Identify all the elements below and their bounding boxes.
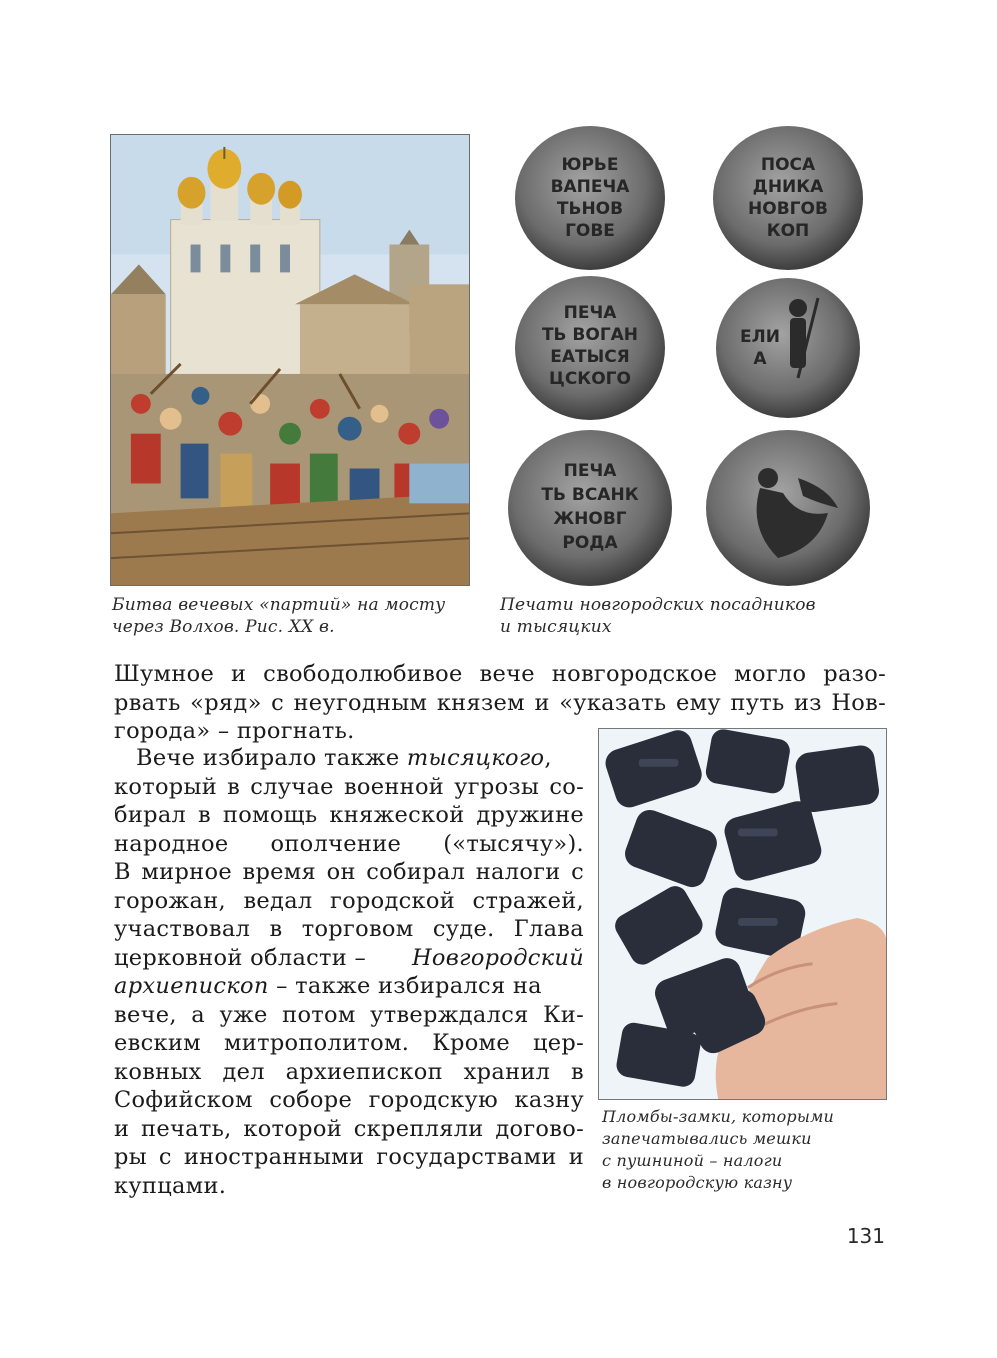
p2-line-10: вече, а уже потом утверждался Ки- [114,1001,584,1028]
seals-photo-caption-line-1: Пломбы-замки, которыми [602,1107,835,1126]
seal-4-line-1: ЕЛИ [740,327,780,347]
seal-3-line-3: ЕАТЫСЯ [550,347,630,367]
seals-caption [500,594,890,638]
seal-4-line-2: А [753,349,767,369]
p2-line-9-text: – также избирался на [268,973,542,999]
seal-1-line-1: ЮРЬЕ [561,155,619,175]
p2-line-13: Софийском соборе городскую казну [114,1087,584,1113]
p2-line-14: и печать, которой скрепляли догово- [114,1115,584,1142]
p1-line-1: Шумное и свободолюбивое вече новгородское могло разо- [114,661,886,687]
seal-3-line-2: ТЬ ВОГАН [541,325,639,345]
p1-line-2: рвать «ряд» с неугодным князем и «указать ему путь из Нов- [114,689,886,716]
seals-illustration [498,118,883,588]
p2-line-3: бирал в помощь княжеской дружине [114,802,584,828]
p1-line-3: города» – прогнать. [114,718,355,744]
p2-line-1 [114,744,584,773]
seal-5-line-1: ПЕЧА [563,461,617,481]
p2-line-6: горожан, ведал городской стражей, [114,887,584,914]
seals-photo-caption [602,1106,892,1194]
paragraph-tysyatsky [114,744,584,1200]
p2-line-1-text: Вече избирало также [136,745,407,771]
seals-photo-caption-line-4: в новгородскую казну [602,1173,793,1192]
seal-2-line-4: КОП [766,221,810,241]
seal-4 [716,278,860,418]
seal-1-line-3: ТЬНОВ [556,199,624,219]
p2-line-16: купцами. [114,1172,227,1199]
page-number: 131 [846,1224,885,1248]
p2-line-8 [114,944,584,973]
seals-photo-caption-line-3: с пушниной – налоги [602,1151,783,1170]
battle-caption-line-2: через Волхов. Рис. XX в. [112,617,335,637]
seals-photo [598,728,887,1100]
seal-3-line-1: ПЕЧА [563,303,617,323]
seal-2 [713,126,863,270]
seal-2-line-1: ПОСА [760,155,816,175]
seal-5 [508,430,672,586]
p2-line-11: евским митрополитом. Кроме цер- [114,1030,584,1056]
battle-caption-line-1: Битва вечевых «партий» на мосту [112,595,446,615]
seal-5-line-3: ЖНОВГ [553,509,627,529]
seal-2-line-2: ДНИКА [752,177,824,197]
term-tysyatsky: тысяцкого [406,745,545,771]
p2-line-8-text: церковной области – [114,944,367,971]
battle-illustration [110,134,470,586]
term-novgorod-archbishop-1: Новгородский [411,944,584,971]
p2-line-7: участвовал в торговом суде. Глава [114,916,584,942]
seals-photo-caption-line-2: запечатывались мешки [602,1129,812,1148]
p2-line-15: ры с иностранными государствами и [114,1144,584,1170]
seal-2-line-3: НОВГОВ [748,199,828,219]
term-novgorod-archbishop-2: архиепископ [114,973,269,999]
p2-line-4: народное ополчение («тысячу»). [114,830,584,857]
seal-3-line-4: ЦСКОГО [549,369,631,389]
p2-line-5: В мирное время он собирал налоги с [114,859,584,885]
p2-line-2: который в случае военной угрозы со- [114,773,584,800]
seal-1-line-2: ВАПЕЧА [550,177,630,197]
seals-caption-line-2: и тысяцких [500,617,612,637]
lead-locks-photo-image [599,729,886,1099]
p2-line-12: ковных дел архиепископ хранил в [114,1058,584,1085]
seal-1 [515,126,665,270]
battle-painting-image [111,135,469,585]
seal-5-line-2: ТЬ ВСАНК [541,485,639,505]
novgorod-seals-image [498,118,883,588]
p2-line-1-punct: , [544,745,552,771]
seals-caption-line-1: Печати новгородских посадников [500,595,816,615]
seal-1-line-4: ГОВЕ [565,221,615,241]
battle-caption [112,594,482,638]
p2-line-9 [114,972,584,1001]
seal-5-line-4: РОДА [562,533,618,553]
